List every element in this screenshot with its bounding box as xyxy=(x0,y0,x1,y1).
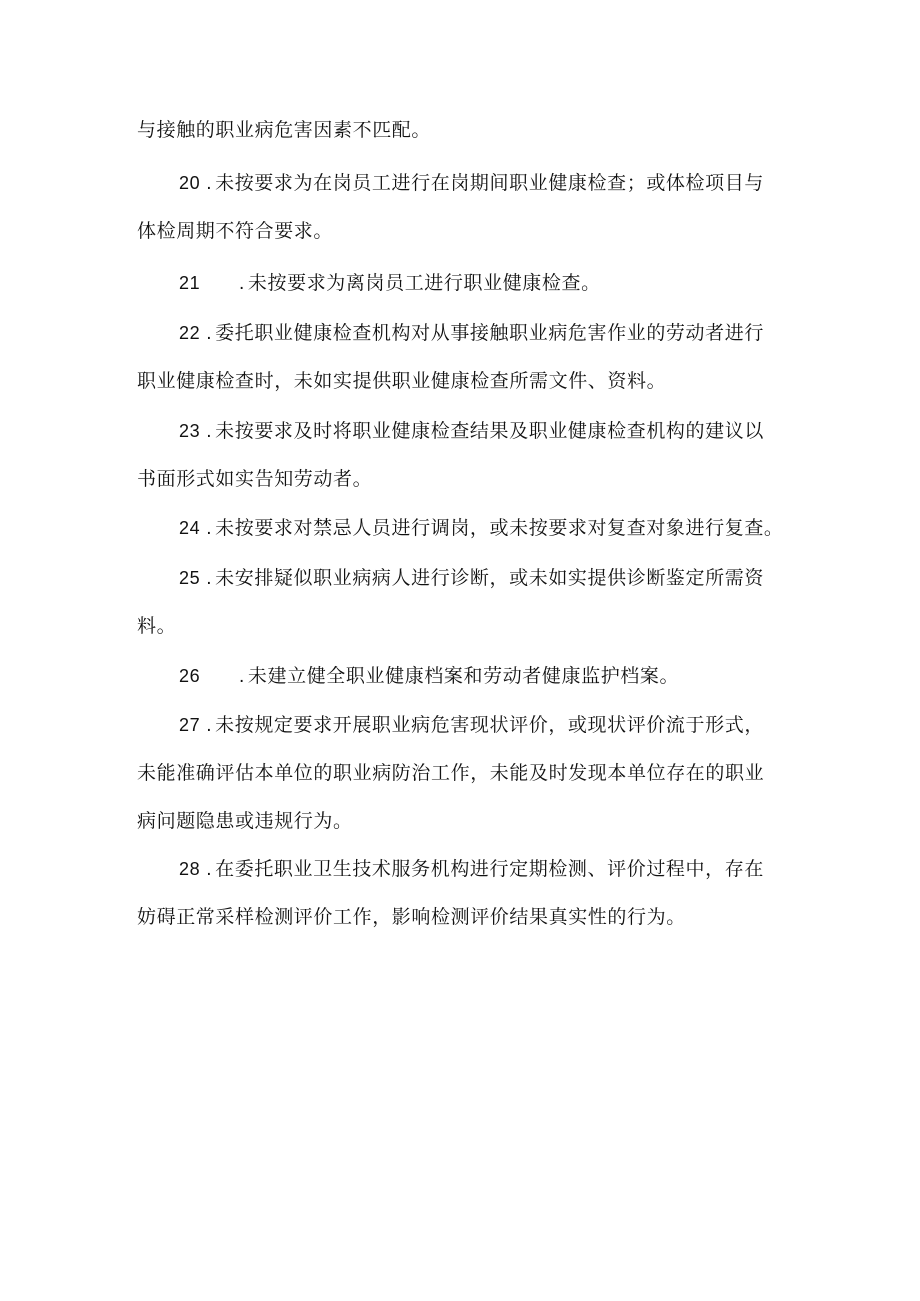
list-item-24 xyxy=(137,504,797,552)
item-separator: . xyxy=(206,859,213,880)
text-line: 职业健康检查时，未如实提供职业健康检查所需文件、资料。 xyxy=(137,370,667,392)
text-line: 未按要求为离岗员工进行职业健康检查。 xyxy=(247,272,601,294)
paragraph-continuation xyxy=(137,106,797,154)
text-line: 书面形式如实告知劳动者。 xyxy=(137,468,373,490)
text-line: 未按要求及时将职业健康检查结果及职业健康检查机构的建议以 xyxy=(215,420,764,442)
item-separator: . xyxy=(239,666,245,687)
list-item-26 xyxy=(137,652,797,700)
text-line: 委托职业健康检查机构对从事接触职业病危害作业的劳动者进行 xyxy=(215,322,764,344)
text-line: 与接触的职业病危害因素不匹配。 xyxy=(137,119,432,141)
item-separator: . xyxy=(206,518,213,539)
item-number: 20 xyxy=(179,173,201,193)
item-number: 21 xyxy=(179,273,201,293)
item-number: 28 xyxy=(179,859,201,879)
item-number: 25 xyxy=(179,568,201,588)
text-line: 病问题隐患或违规行为。 xyxy=(137,810,353,832)
item-separator: . xyxy=(206,421,213,442)
text-line: 未能准确评估本单位的职业病防治工作，未能及时发现本单位存在的职业 xyxy=(137,762,765,784)
item-separator: . xyxy=(206,715,213,736)
item-separator: . xyxy=(206,173,213,194)
list-item-21 xyxy=(137,259,797,307)
item-separator: . xyxy=(206,568,213,589)
item-number: 23 xyxy=(179,421,201,441)
item-number: 27 xyxy=(179,715,201,735)
text-line: 在委托职业卫生技术服务机构进行定期检测、评价过程中，存在 xyxy=(215,858,764,880)
text-line: 未按规定要求开展职业病危害现状评价，或现状评价流于形式， xyxy=(215,714,764,736)
item-number: 22 xyxy=(179,323,201,343)
text-line: 未按要求为在岗员工进行在岗期间职业健康检查；或体检项目与 xyxy=(215,172,764,194)
list-item-28 xyxy=(137,845,797,941)
text-line: 未建立健全职业健康档案和劳动者健康监护档案。 xyxy=(247,665,680,687)
item-number: 24 xyxy=(179,518,201,538)
item-separator: . xyxy=(206,323,213,344)
list-item-23 xyxy=(137,407,797,503)
text-line: 料。 xyxy=(137,615,177,637)
item-separator: . xyxy=(239,273,245,294)
text-line: 未安排疑似职业病病人进行诊断，或未如实提供诊断鉴定所需资 xyxy=(215,567,764,589)
text-line: 体检周期不符合要求。 xyxy=(137,220,334,242)
list-item-20 xyxy=(137,159,797,255)
text-line: 未按要求对禁忌人员进行调岗，或未按要求对复查对象进行复查。 xyxy=(215,517,784,539)
item-number: 26 xyxy=(179,666,201,686)
list-item-27 xyxy=(137,701,797,845)
text-line: 妨碍正常采样检测评价工作，影响检测评价结果真实性的行为。 xyxy=(137,906,686,928)
list-item-22 xyxy=(137,309,797,405)
list-item-25 xyxy=(137,554,797,650)
